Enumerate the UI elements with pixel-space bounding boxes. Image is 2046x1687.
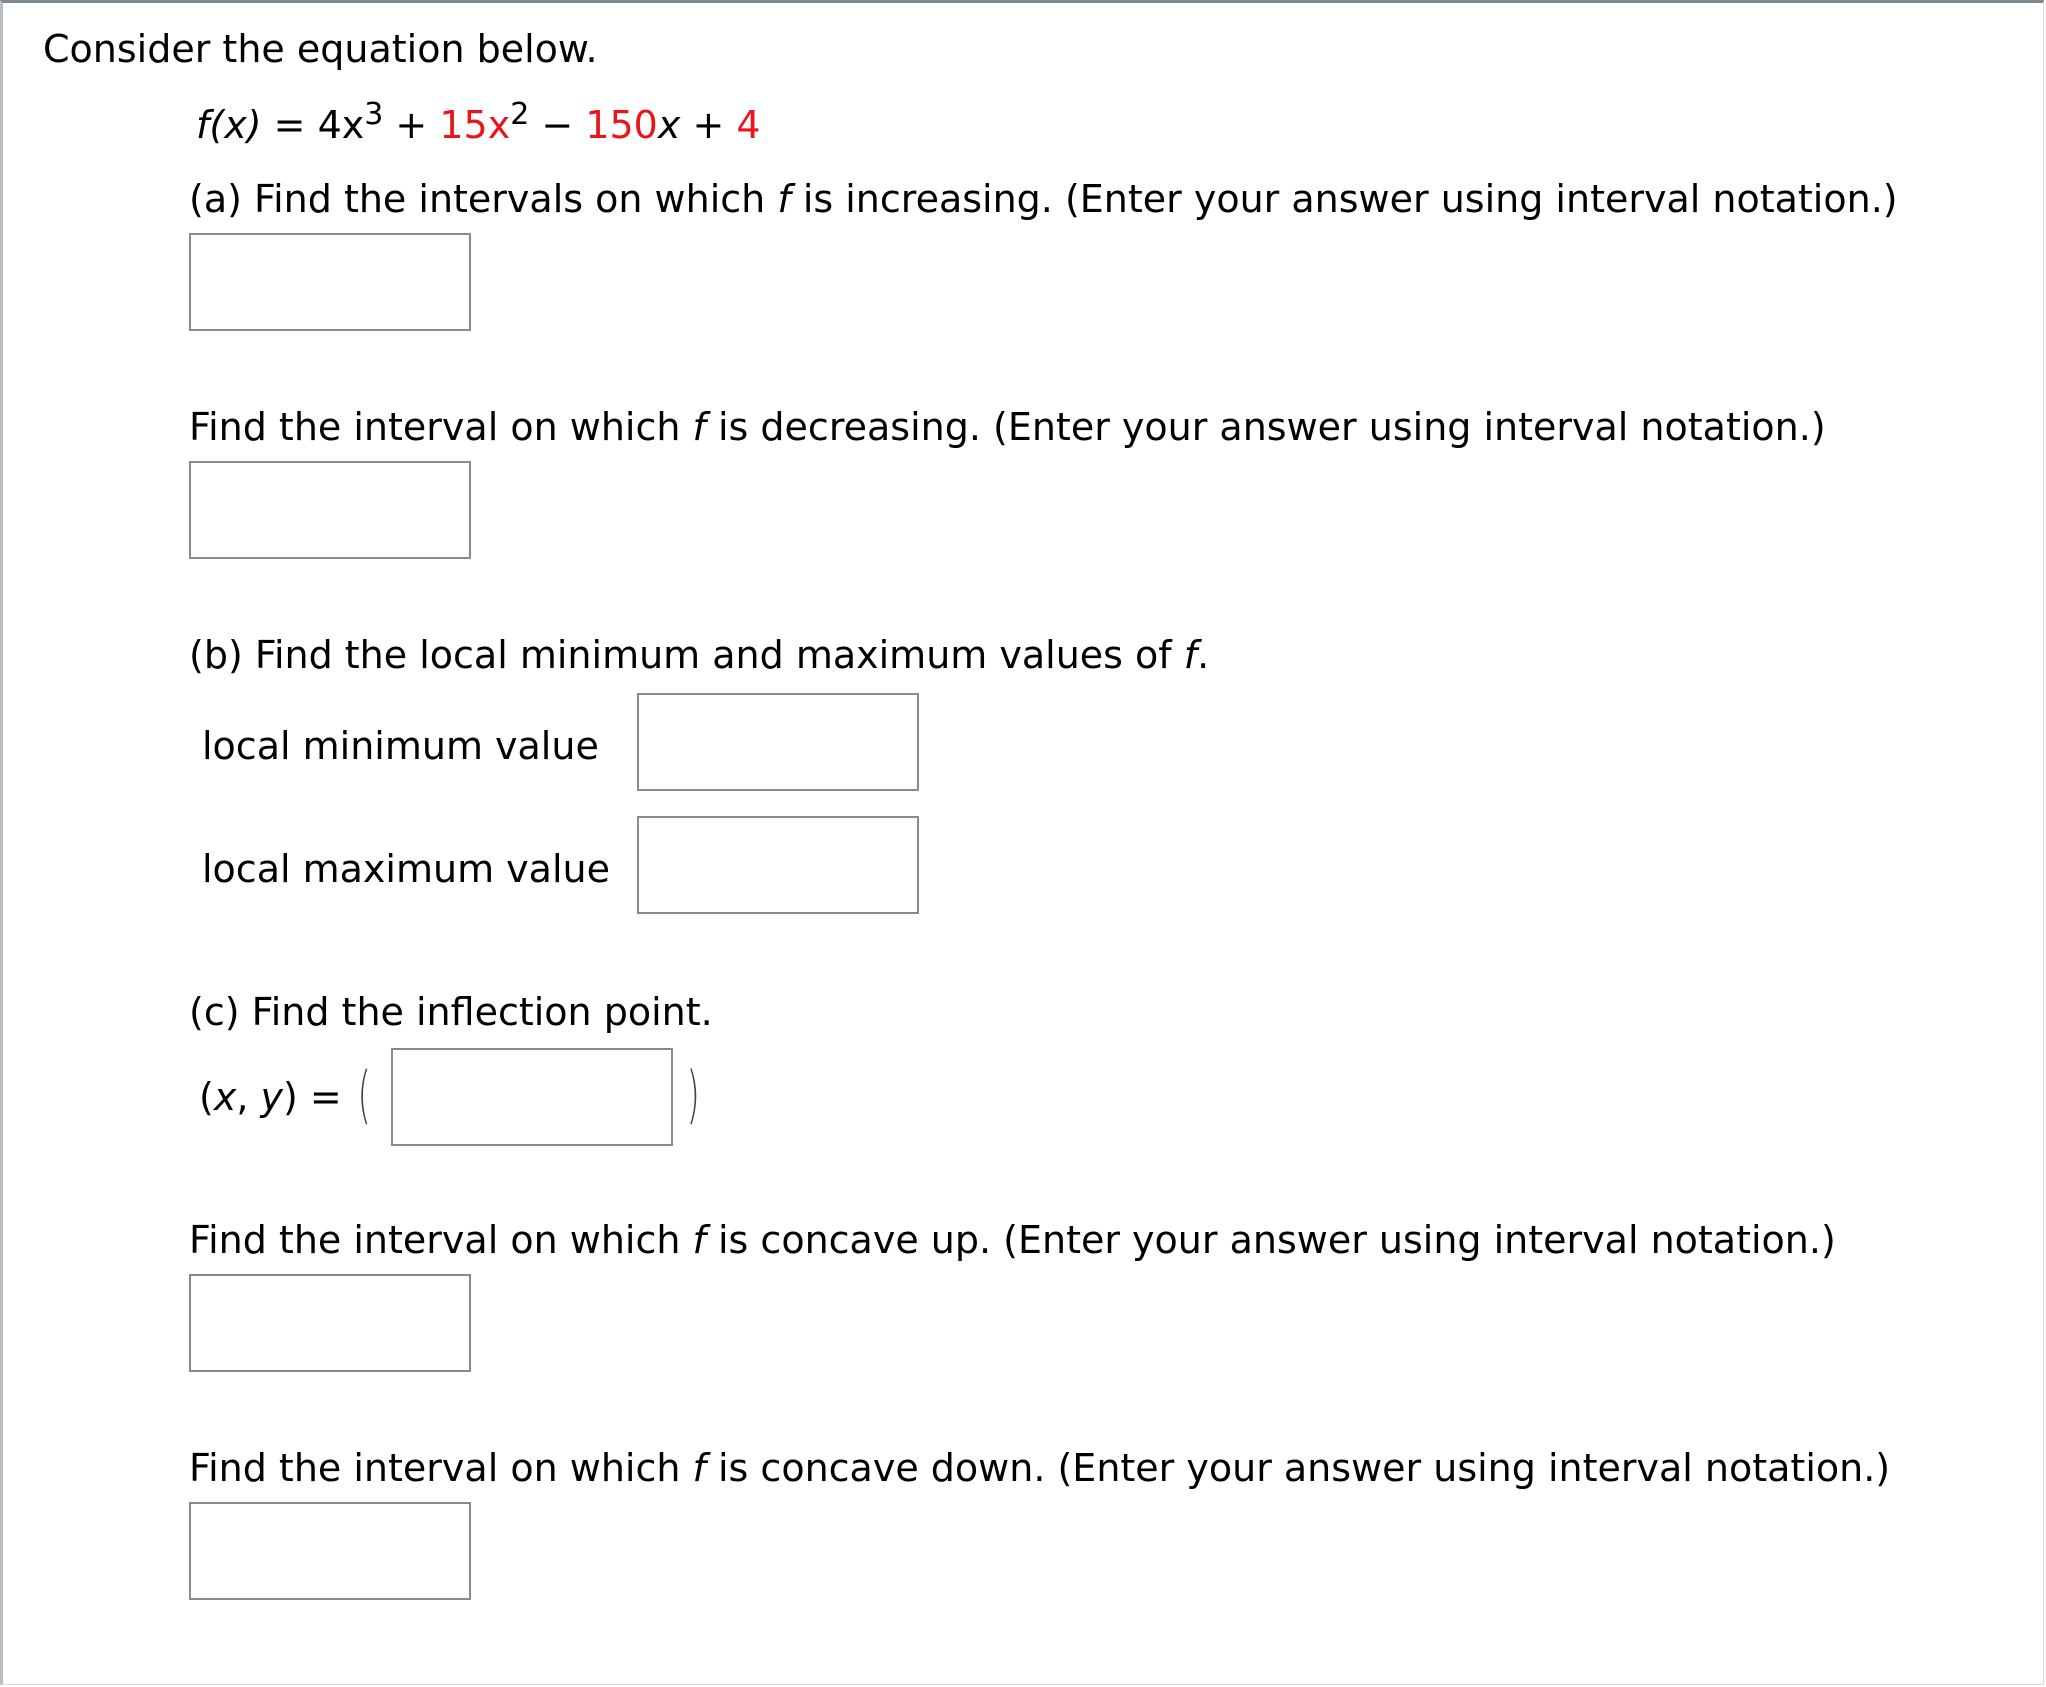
coord-close-paren: ) <box>283 1075 298 1119</box>
coord-comma: , <box>236 1075 261 1119</box>
question-a-var: f <box>777 177 791 221</box>
equation-term-2: 15x <box>439 103 511 147</box>
question-a-text-pre: (a) Find the intervals on which <box>189 177 778 221</box>
question-concave-down <box>189 1444 1890 1492</box>
equation-lhs: f(x) <box>196 103 262 147</box>
equation-term-3-coefficient: 150 <box>585 103 658 147</box>
local-min-label: local minimum value <box>202 724 599 768</box>
question-decreasing-var: f <box>692 405 706 449</box>
question-b-extrema <box>189 631 1209 679</box>
local-max-label: local maximum value <box>202 847 610 891</box>
question-concave-down-text-post: is concave down. (Enter your answer using interval notation.) <box>705 1446 1891 1490</box>
question-b-text-pre: (b) Find the local minimum and maximum values of <box>189 633 1184 677</box>
equation-equals: = <box>273 103 306 147</box>
concave-down-input[interactable] <box>189 1502 471 1600</box>
question-decreasing-text-post: is decreasing. (Enter your answer using interval notation.) <box>705 405 1826 449</box>
question-concave-up-text-pre: Find the interval on which <box>189 1218 693 1262</box>
equation-term-1-exponent: 3 <box>364 97 384 132</box>
equation-term-2-exponent: 2 <box>510 97 530 132</box>
intro-text: Consider the equation below. <box>43 27 598 71</box>
question-concave-up-text-post: is concave up. (Enter your answer using interval notation.) <box>705 1218 1836 1262</box>
equation <box>196 97 761 153</box>
question-a-text-post: is increasing. (Enter your answer using interval notation.) <box>790 177 1898 221</box>
question-concave-up-var: f <box>692 1218 706 1262</box>
question-decreasing-text-pre: Find the interval on which <box>189 405 693 449</box>
equation-op-2: − <box>541 103 574 147</box>
question-c-inflection: (c) Find the inflection point. <box>189 990 713 1034</box>
decreasing-interval-input[interactable] <box>189 461 471 559</box>
coord-y: y <box>260 1075 283 1119</box>
equation-term-4: 4 <box>736 103 761 147</box>
equation-term-1: 4x <box>317 103 365 147</box>
increasing-interval-input[interactable] <box>189 233 471 331</box>
question-b-text-post: . <box>1197 633 1210 677</box>
question-b-var: f <box>1183 633 1198 677</box>
local-min-input[interactable] <box>637 693 919 791</box>
question-concave-up <box>189 1216 1836 1264</box>
coord-equals: = <box>309 1075 342 1119</box>
local-max-input[interactable] <box>637 816 919 914</box>
question-concave-down-text-pre: Find the interval on which <box>189 1446 693 1490</box>
question-concave-down-var: f <box>692 1446 706 1490</box>
equation-term-3-variable: x <box>657 103 681 147</box>
coordinate-label <box>199 1073 342 1121</box>
question-a-increasing <box>189 175 1898 223</box>
equation-op-3: + <box>692 103 725 147</box>
question-decreasing <box>189 403 1826 451</box>
inflection-point-input[interactable] <box>391 1048 673 1146</box>
inflection-close-paren: ) <box>686 1058 700 1131</box>
coord-open-paren: ( <box>199 1075 214 1119</box>
inflection-open-paren: ( <box>357 1058 371 1131</box>
coord-x: x <box>213 1075 237 1119</box>
equation-op-1: + <box>395 103 428 147</box>
concave-up-input[interactable] <box>189 1274 471 1372</box>
